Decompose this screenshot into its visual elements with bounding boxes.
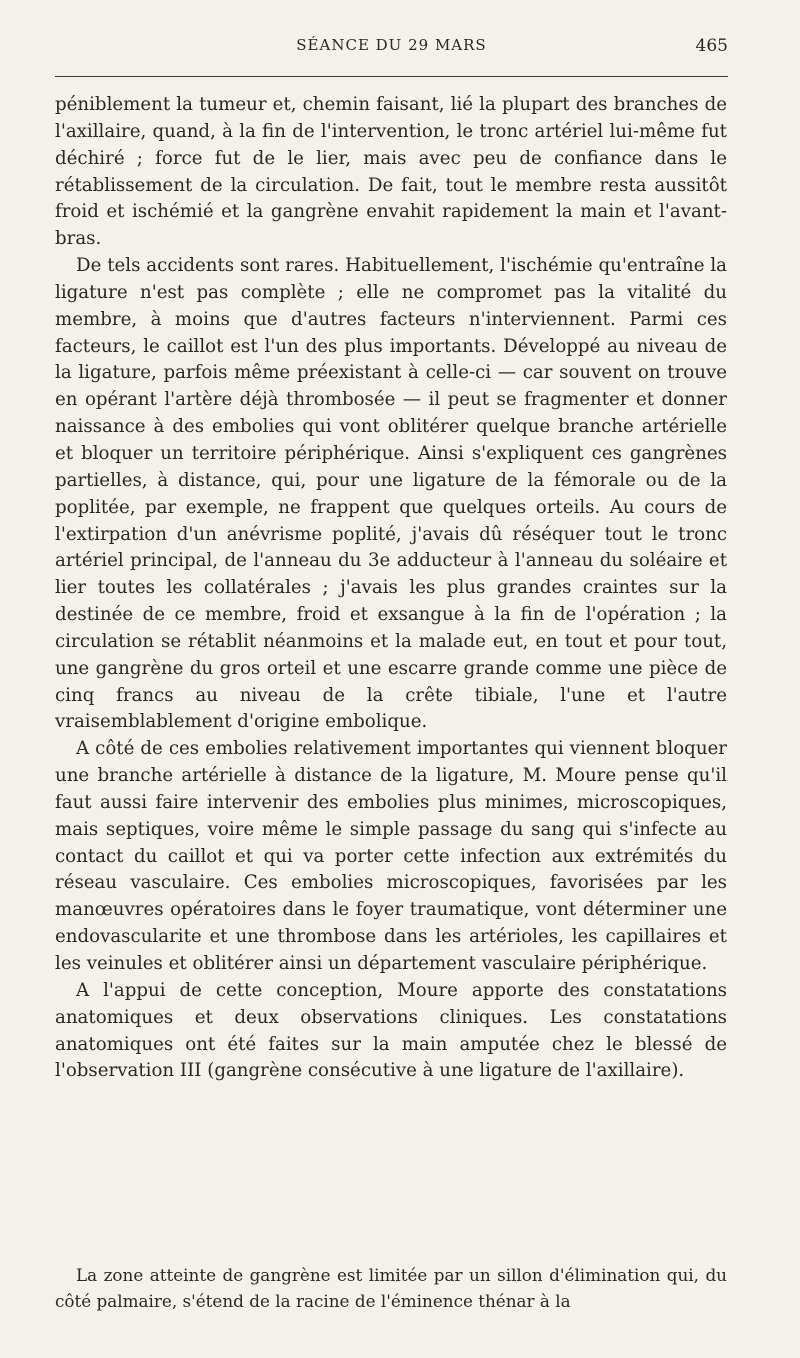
paragraph: A côté de ces embolies relativement importantes qui viennent bloquer une branche artérielle à distance de la ligature, M. Moure pense qu'il faut aussi faire intervenir des embolies plus minimes, microscopiques, mais septiques, voire même le simple passage du sang qui s'infecte au contact du caillot et qui va porter cette infection aux extrémités du réseau vasculaire. Ces embolies microscopiques, favorisées par les manœuvres opératoires dans le foyer traumatique, vont déterminer une endovascularite et une thrombose dans les artérioles, les capillaires et les veinules et oblitérer ainsi un département vasculaire périphérique. (55, 738, 727, 974)
paragraph: A l'appui de cette conception, Moure apporte des constatations anatomiques et deux observations cliniques. Les constatations anatomiques ont été faites sur la main amputée chez le blessé de l'observation III (gangrène consécutive à une ligature de l'axillaire). (55, 979, 727, 1082)
paragraph: péniblement la tumeur et, chemin faisant, lié la plupart des branches de l'axillaire, quand, à la fin de l'intervention, le tronc artériel lui-même fut déchiré ; force fut de le lier, mais avec peu de confiance dans le rétablissement de la circulation. De fait, tout le membre resta aussitôt froid et ischémié et la gangrène envahit rapidement la main et l'avant-bras. (55, 94, 727, 250)
header-rule (55, 76, 728, 77)
running-title: SÉANCE DU 29 MARS (296, 36, 487, 54)
paragraph: De tels accidents sont rares. Habituellement, l'ischémie qu'entraîne la ligature n'est pas complète ; elle ne compromet pas la vitalité du membre, à moins que d'autres facteurs n'interviennent. Parmi ces facteurs, le caillot est l'un des plus importants. Développé au niveau de la ligature, parfois même préexistant à celle-ci — car souvent on trouve en opérant l'artère déjà thrombosée — il peut se fragmenter et donner naissance à des embolies qui vont oblitérer quelque branche artérielle et bloquer un territoire périphérique. Ainsi s'expliquent ces gangrènes partielles, à distance, qui, pour une ligature de la fémorale ou de la poplitée, par exemple, ne frappent que quelques orteils. Au cours de l'extirpation d'un anévrisme poplité, j'avais dû réséquer tout le tronc artériel principal, de l'anneau du 3e adducteur à l'anneau du soléaire et lier toutes les collatérales ; j'avais les plus grandes craintes sur la destinée de ce membre, froid et exsangue à la fin de l'opération ; la circulation se rétablit néanmoins et la malade eut, en tout et pour tout, une gangrène du gros orteil et une escarre grande comme une pièce de cinq francs au niveau de la crête tibiale, l'une et l'autre vraisemblablement d'origine embolique. (55, 255, 727, 733)
running-head (55, 36, 728, 60)
small-print-paragraph (55, 1262, 727, 1314)
body-text (55, 92, 727, 1085)
page-number: 465 (695, 36, 728, 56)
paragraph: La zone atteinte de gangrène est limitée par un sillon d'élimination qui, du côté palmaire, s'étend de la racine de l'éminence thénar à la (55, 1265, 727, 1311)
